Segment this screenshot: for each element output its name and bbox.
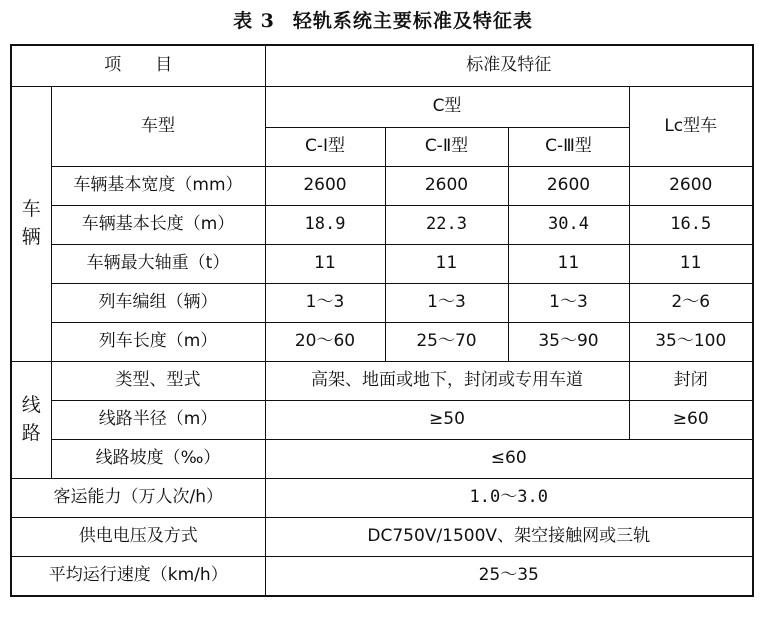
c-type-header: C型 [265,87,629,128]
table-number: 表 3 [233,10,275,32]
cell-value: 35～90 [508,323,629,362]
row-label: 列车长度（m） [51,323,265,362]
row-label: 类型、型式 [51,362,265,401]
subtype-c1: C-Ⅰ型 [265,128,385,167]
cell-value: 2600 [508,167,629,206]
group-label-vehicle-text: 车辆 [21,198,41,248]
subtype-c2: C-Ⅱ型 [385,128,508,167]
cell-value: 2600 [385,167,508,206]
cell-value: 30.4 [508,206,629,245]
cell-value: 1～3 [508,284,629,323]
cell-value: 1.0～3.0 [265,479,753,518]
table-row [11,518,753,557]
table-row [11,440,753,479]
cell-value: ≥60 [629,401,753,440]
table-row [11,362,753,401]
row-label: 平均运行速度（km/h） [11,557,265,597]
header-item: 项 目 [11,45,265,87]
lc-type-header: Lc型车 [629,87,753,167]
cell-value: 2～6 [629,284,753,323]
row-label: 客运能力（万人次/h） [11,479,265,518]
row-label: 线路坡度（‰） [51,440,265,479]
table-row [11,284,753,323]
cell-value: 11 [629,245,753,284]
cell-value: ≥50 [265,401,629,440]
table-title: 轻轨系统主要标准及特征表 [292,10,533,32]
table-row [11,401,753,440]
subtype-c3: C-Ⅲ型 [508,128,629,167]
group-label-vehicle [11,87,51,362]
cell-value: 20～60 [265,323,385,362]
cell-value: 35～100 [629,323,753,362]
header-row [11,45,753,87]
header-standard: 标准及特征 [265,45,753,87]
cell-value: 22.3 [385,206,508,245]
cell-value: ≤60 [265,440,753,479]
cell-value: 2600 [265,167,385,206]
cell-value: 高架、地面或地下，封闭或专用车道 [265,362,629,401]
cell-value: 16.5 [629,206,753,245]
cell-value: 11 [508,245,629,284]
row-label: 车辆最大轴重（t） [51,245,265,284]
row-label: 供电电压及方式 [11,518,265,557]
cell-value: 1～3 [265,284,385,323]
cell-value: 封闭 [629,362,753,401]
table-caption [0,6,766,33]
cell-value: 2600 [629,167,753,206]
cell-value: 11 [265,245,385,284]
row-label: 车辆基本长度（m） [51,206,265,245]
table-row [11,323,753,362]
table-row [11,87,753,128]
standards-table [10,44,754,597]
cell-value: 1～3 [385,284,508,323]
table-row [11,479,753,518]
group-label-line [11,362,51,479]
row-label-vehicle-type: 车型 [51,87,265,167]
row-label: 车辆基本宽度（mm） [51,167,265,206]
cell-value: 18.9 [265,206,385,245]
row-label: 线路半径（m） [51,401,265,440]
cell-value: 11 [385,245,508,284]
cell-value: DC750V/1500V、架空接触网或三轨 [265,518,753,557]
table-row [11,167,753,206]
group-label-line-text: 线路 [21,394,41,444]
table-row [11,557,753,597]
table-row [11,245,753,284]
row-label: 列车编组（辆） [51,284,265,323]
table-row [11,206,753,245]
cell-value: 25～35 [265,557,753,597]
cell-value: 25～70 [385,323,508,362]
